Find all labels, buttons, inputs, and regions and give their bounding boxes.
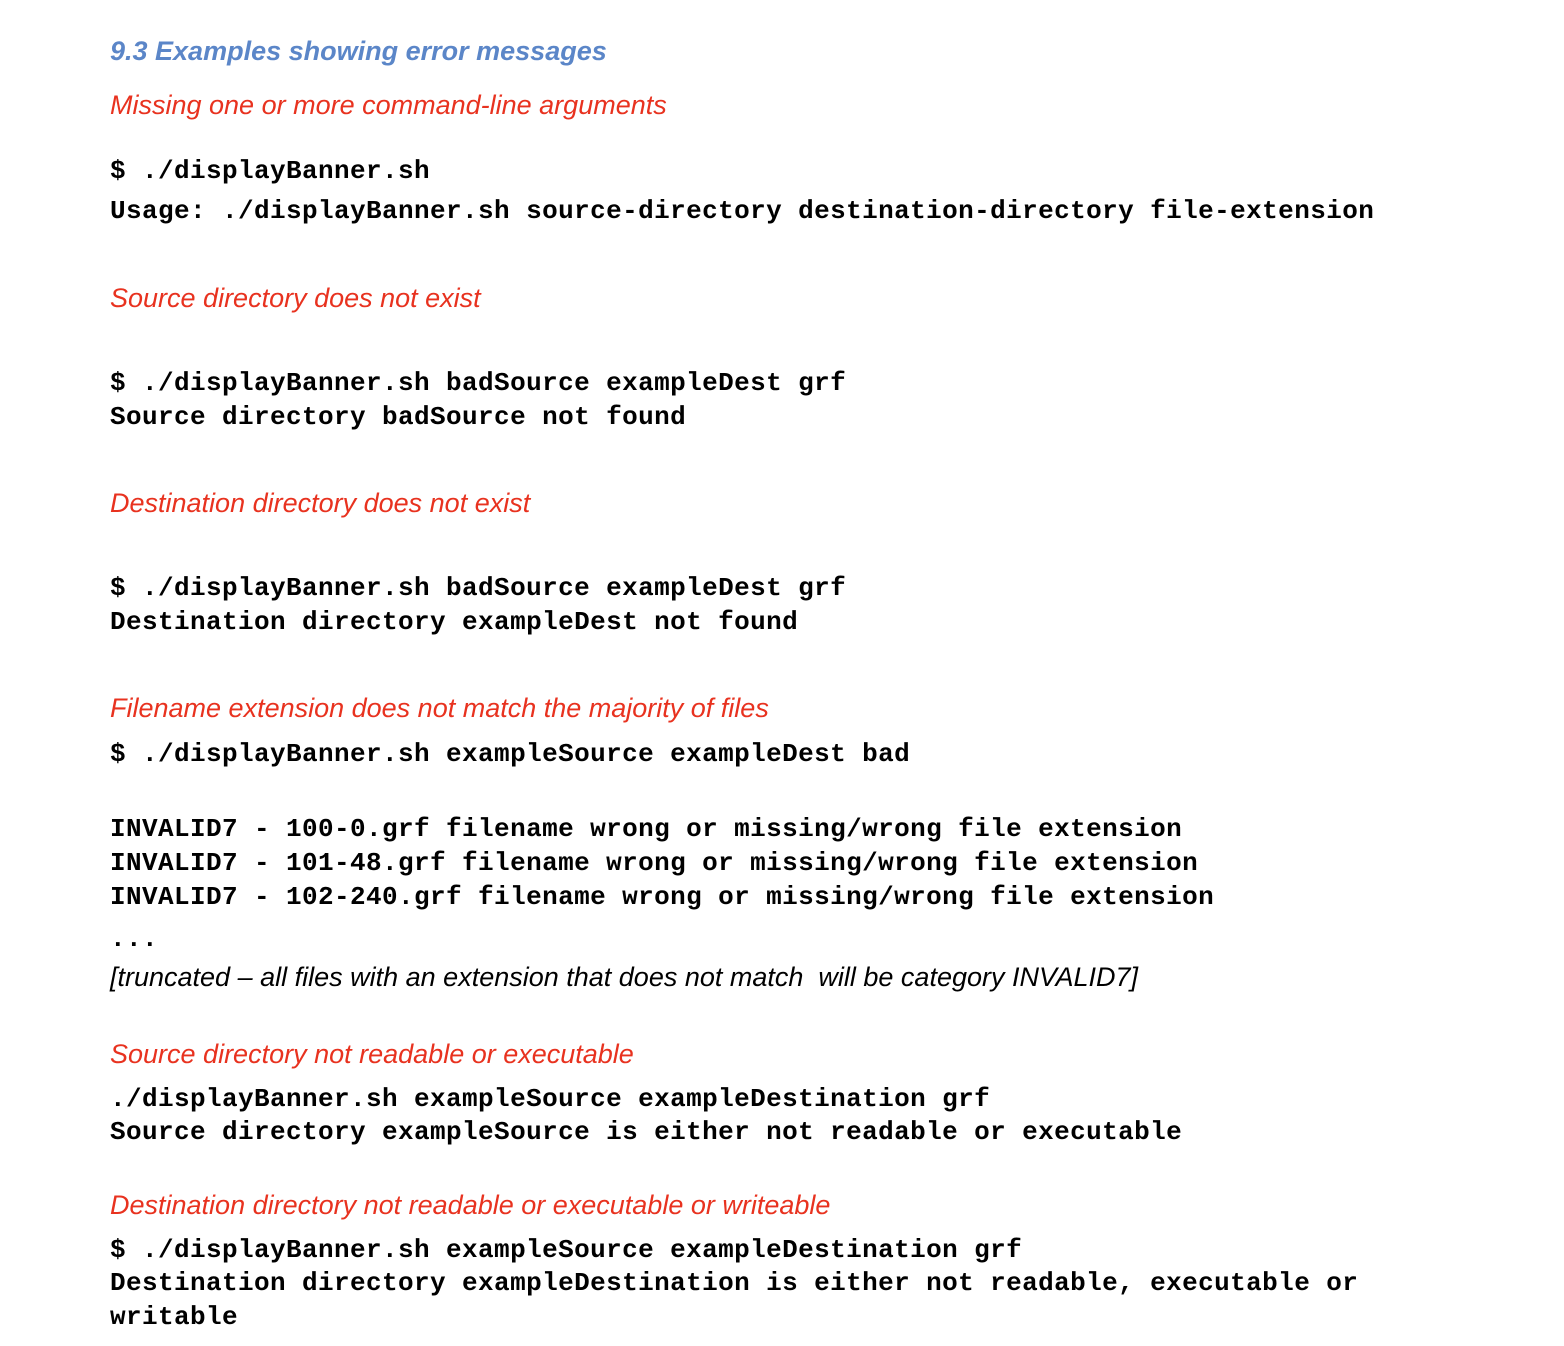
truncation-note: [truncated – all files with an extension that does not match will be category INVALID7] <box>110 962 1139 992</box>
code-line: INVALID7 - 102-240.grf filename wrong or missing/wrong file extension <box>110 882 1215 912</box>
code-line: INVALID7 - 101-48.grf filename wrong or missing/wrong file extension <box>110 848 1199 878</box>
heading-missing-arguments: Missing one or more command-line arguments <box>110 90 667 120</box>
code-line: $ ./displayBanner.sh badSource exampleDest grf <box>110 368 847 398</box>
code-line: Destination directory exampleDest not found <box>110 607 799 637</box>
code-line: ./displayBanner.sh exampleSource exampleDestination grf <box>110 1084 991 1114</box>
code-line: INVALID7 - 100-0.grf filename wrong or missing/wrong file extension <box>110 814 1183 844</box>
code-line: Destination directory exampleDestination is either not readable, executable or <box>110 1268 1359 1298</box>
section-title: 9.3 Examples showing error messages <box>110 36 607 66</box>
code-ellipsis: ... <box>110 924 159 954</box>
code-line: $ ./displayBanner.sh exampleSource exampleDest bad <box>110 739 911 769</box>
code-line: writable <box>110 1302 239 1332</box>
code-line: Usage: ./displayBanner.sh source-directory destination-directory file-extension <box>110 196 1375 226</box>
code-line: $ ./displayBanner.sh <box>110 156 431 186</box>
code-line: $ ./displayBanner.sh exampleSource exampleDestination grf <box>110 1235 1023 1265</box>
code-line: $ ./displayBanner.sh badSource exampleDest grf <box>110 573 847 603</box>
heading-extension-mismatch: Filename extension does not match the majority of files <box>110 693 769 723</box>
code-line: Source directory exampleSource is either not readable or executable <box>110 1117 1183 1147</box>
heading-source-not-readable: Source directory not readable or executable <box>110 1039 634 1069</box>
heading-destination-not-readable: Destination directory not readable or executable or writeable <box>110 1190 831 1220</box>
heading-destination-not-exist: Destination directory does not exist <box>110 488 531 518</box>
heading-source-not-exist: Source directory does not exist <box>110 283 481 313</box>
code-line: Source directory badSource not found <box>110 402 687 432</box>
